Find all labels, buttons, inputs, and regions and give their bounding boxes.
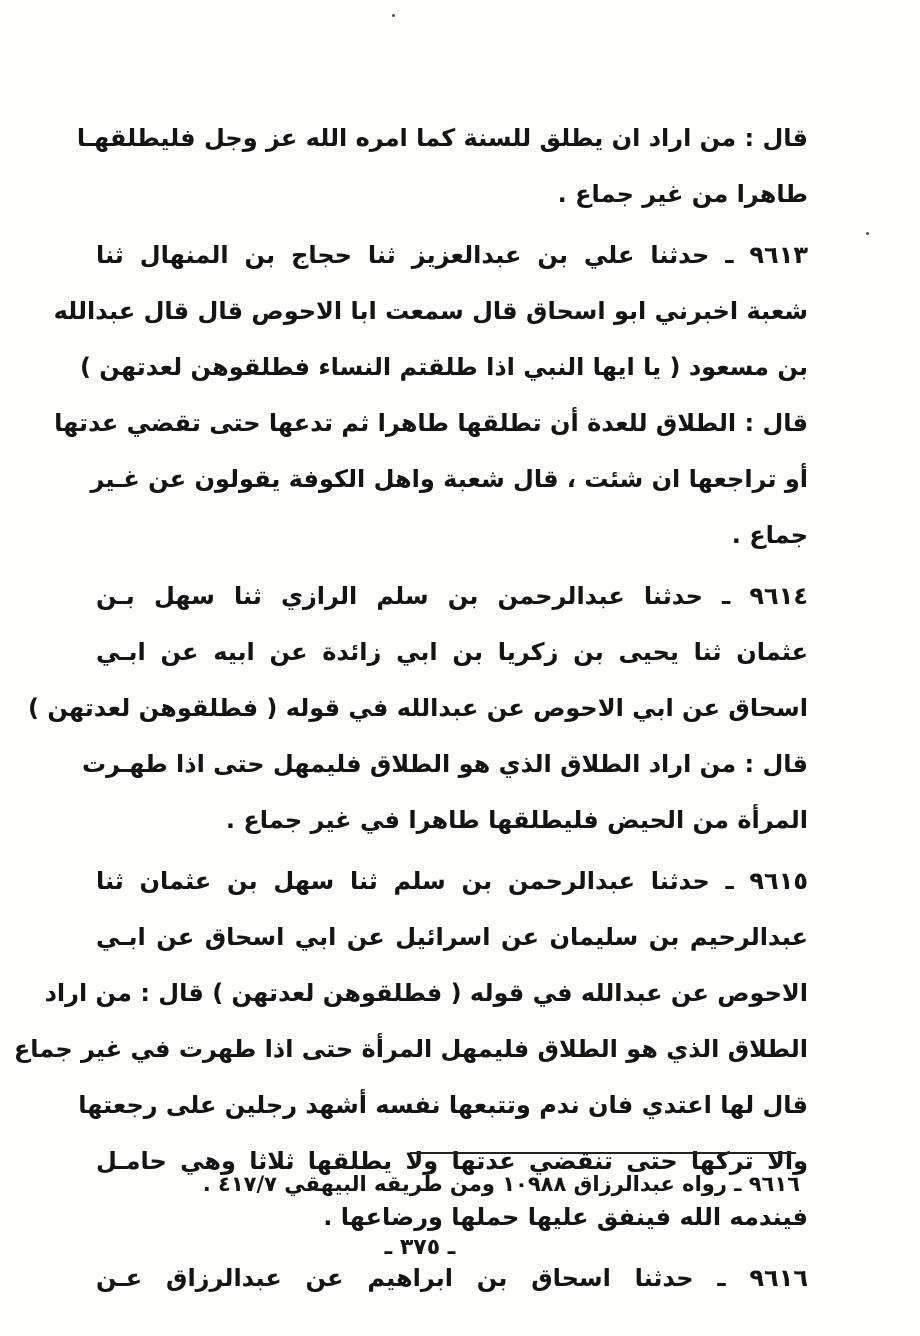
text-line: قال : الطلاق للعدة أن تطلقها طاهرا ثم تدعها حتى تقضي عدتها (54, 409, 808, 437)
text-line: جماع . (731, 521, 808, 549)
text-line: اسحاق عن ابي الاحوص عن عبدالله في قوله ( فطلقوهن لعدتهن ) (28, 694, 808, 722)
text-line: قال : من اراد الطلاق الذي هو الطلاق فليمهل حتى اذا طهـرت (82, 750, 808, 778)
hadith-9613 (53, 227, 808, 563)
text-line: ٩٦١٥ ـ حدثنا عبدالرحمن بن سلم ثنا سهل بن عثمان ثنا (96, 867, 808, 895)
text-line: عثمان ثنا يحيى بن زكريا بن ابي زائدة عن ابيه عن ابـي (96, 638, 808, 666)
text-line: طاهرا من غير جماع . (557, 180, 808, 208)
paragraph-continuation (76, 110, 808, 222)
text-line: قال : من اراد ان يطلق للسنة كما امره الله عز وجل فليطلقهـا (76, 124, 808, 152)
text-line: بن مسعود ( يا ايها النبي اذا طلقتم النساء فطلقوهن لعدتهن ) (79, 353, 808, 381)
hadith-9614 (28, 568, 808, 848)
text-line: ٩٦١٦ ـ حدثنا اسحاق بن ابراهيم عن عبدالرزاق عـن (96, 1264, 808, 1292)
scan-speck (866, 232, 869, 235)
text-line: الاحوص عن عبدالله في قوله ( فطلقوهن لعدتهن ) قال : من اراد (44, 979, 808, 1007)
text-line: فيندمه الله فينفق عليها حملها ورضاعها . (323, 1203, 808, 1231)
text-line: ٩٦١٤ ـ حدثنا عبدالرحمن بن سلم الرازي ثنا سهل بـن (96, 582, 808, 610)
footnote: ٩٦١٦ ـ رواه عبدالرزاق ١٠٩٨٨ ومن طريقه البيهقي ٤١٧/٧ . (202, 1172, 800, 1196)
text-line: المرأة من الحيض فليطلقها طاهرا في غير جماع . (225, 806, 808, 834)
text-line: قال لها اعتدي فان ندم وتتبعها نفسه أشهد رجلين على رجعتها (78, 1091, 808, 1119)
text-line: ٩٦١٣ ـ حدثنا علي بن عبدالعزيز ثنا حجاج بن المنهال ثنا (96, 241, 808, 269)
scan-speck (392, 14, 395, 17)
main-text (13, 110, 808, 1306)
footnote-divider (410, 1152, 796, 1154)
text-line: والا تركها حتى تنقضي عدتها ولا يطلقها ثلاثا وهي حامـل (96, 1147, 808, 1175)
text-line: عبدالرحيم بن سليمان عن اسرائيل عن ابي اسحاق عن ابـي (96, 923, 808, 951)
text-line: أو تراجعها ان شئت ، قال شعبة واهل الكوفة يقولون عن غـير (90, 465, 808, 493)
text-line: شعبة اخبرني ابو اسحاق قال سمعت ابا الاحوص قال قال عبدالله (53, 297, 808, 325)
page-number: ـ ٣٧٥ ـ (384, 1235, 456, 1260)
text-line: الطلاق الذي هو الطلاق فليمهل المرأة حتى اذا طهرت في غير جماع (13, 1035, 808, 1063)
